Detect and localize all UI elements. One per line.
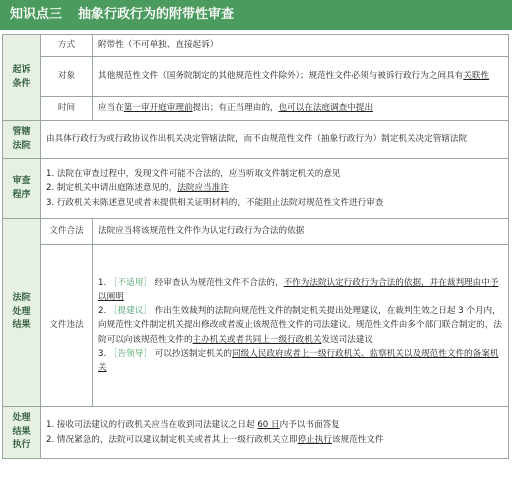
cell-content: 法院应当将该规范性文件作为认定行政行为合法的依据 xyxy=(93,219,509,245)
table-row xyxy=(3,57,509,97)
cell-content: 由具体行政行为或行政协议作出机关决定管辖法院，而不由规范性文件（抽象行政行为）制定机关决定管辖法院 xyxy=(41,121,509,159)
cell-content: 1. 法院在审查过程中，发现文件可能不合法的，应当听取文件制定机关的意见 2. 制定机关申请出庭陈述意见的，法院应当准许 3. 行政机关未陈述意见或者未提供相关证明材料的，不能阻止法院对规范性文件进行审查 xyxy=(41,159,509,219)
cell-content: 附带性（不可单独、直接起诉） xyxy=(93,35,509,57)
table-row xyxy=(3,407,509,459)
sub-label: 时间 xyxy=(41,97,93,121)
sub-label: 对象 xyxy=(41,57,93,97)
category-zhixing: 处理 结果 执行 xyxy=(3,407,41,459)
cell-content: 1. 接收司法建议的行政机关应当在收到司法建议之日起 60 日内予以书面答复 2. 情况紧急的，法院可以建议制定机关或者其上一级行政机关立即停止执行该规范性文件 xyxy=(41,407,509,459)
cell-content: 应当在第一审开庭审理前提出；有正当理由的，也可以在法庭调查中提出 xyxy=(93,97,509,121)
review-table xyxy=(2,34,509,459)
table-row xyxy=(3,245,509,407)
sub-label: 文件违法 xyxy=(41,245,93,407)
sub-label: 方式 xyxy=(41,35,93,57)
sub-label: 文件合法 xyxy=(41,219,93,245)
section-number: 知识点三 xyxy=(10,7,63,23)
cell-content: 1. ［不适用］ 经审查认为规范性文件不合法的，不作为法院认定行政行为合法的依据，并在裁判理由中予以阐明 2. ［提建议］ 作出生效裁判的法院向规范性文件的制定机关提出处理建议，在裁判生效之日起 3 个月内，向规范性文件制定机关提出修改或者废止该规范性文件的司法建议。规范性文件由多个部门联合制定的，法院可以向该规范性文件的主办机关或者共同上一级行政机关发送司法建议 3. ［告领导］ 可以抄送制定机关的同级人民政府或者上一级行政机关、监察机关以及规范性文件的备案机关 xyxy=(93,245,509,407)
table-row xyxy=(3,159,509,219)
table-row xyxy=(3,97,509,121)
category-shencha: 审查 程序 xyxy=(3,159,41,219)
category-chuli: 法院 处理 结果 xyxy=(3,219,41,407)
cell-content: 其他规范性文件（国务院制定的其他规范性文件除外）；规范性文件必须与被诉行政行为之间具有关联性 xyxy=(93,57,509,97)
category-qisu: 起诉 条件 xyxy=(3,35,41,121)
table-row xyxy=(3,121,509,159)
table-row xyxy=(3,219,509,245)
section-title: 抽象行政行为的附带性审查 xyxy=(78,7,235,23)
section-title-bar xyxy=(0,0,512,30)
table-row xyxy=(3,35,509,57)
category-guanxia: 管辖 法院 xyxy=(3,121,41,159)
